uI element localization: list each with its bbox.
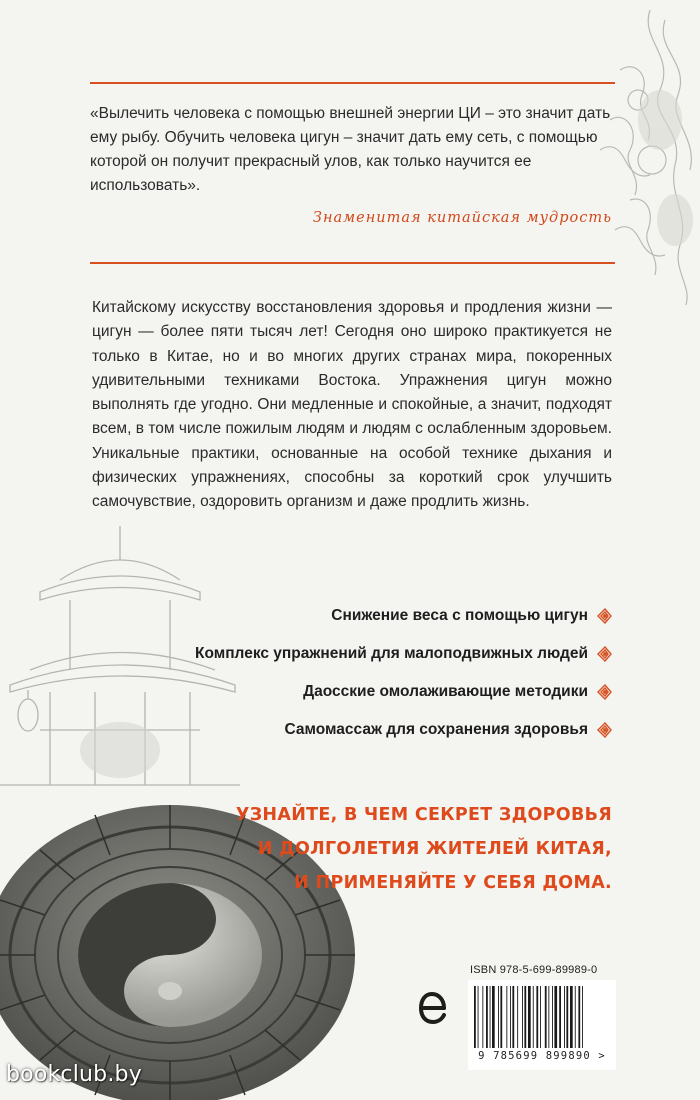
feature-label: Даосские омолаживающие методики	[303, 683, 588, 700]
spiral-bullet-icon	[596, 722, 612, 738]
feature-item	[132, 718, 612, 742]
book-description: Китайскому искусству восстановления здоровья и продления жизни — цигун — более пяти тысяч лет! Сегодня оно широко практикуется не только в Китае, но и во многих других странах мира, покоренных удивительными техниками Востока. Упражнения цигун можно выполнять где угодно. Они медленные и спокойные, а значит, подходят всем, в том числе пожилым людям и людям с ослабленным здоровьем. Уникальные практики, основанные на особой технике дыхания и физических упражнениях, способны за короткий срок улучшить самочувствие, оздоровить организм и даже продлить жизнь.	[92, 299, 612, 511]
spiral-bullet-icon	[596, 646, 612, 662]
feature-label: Комплекс упражнений для малоподвижных людей	[195, 645, 588, 662]
cta-line: УЗНАЙТЕ, В ЧЕМ СЕКРЕТ ЗДОРОВЬЯ	[235, 805, 612, 825]
epigraph-attribution: Знаменитая китайская мудрость	[312, 210, 612, 226]
feature-label: Самомассаж для сохранения здоровья	[284, 721, 588, 738]
epigraph-quote: «Вылечить человека с помощью внешней энергии ЦИ – это значит дать ему рыбу. Обучить человека цигун – значит дать ему сеть, с помощью которой он получит прекрасный улов, как только научится ее использовать».	[90, 105, 611, 194]
call-to-action	[232, 798, 612, 900]
barcode	[468, 980, 616, 1070]
feature-label: Снижение веса с помощью цигун	[331, 607, 588, 624]
watermark: bookclub.by	[6, 1062, 142, 1087]
feature-item	[132, 680, 612, 704]
cta-line: И ДОЛГОЛЕТИЯ ЖИТЕЛЕЙ КИТАЯ,	[257, 839, 612, 859]
isbn-label: ISBN 978-5-699-89989-0	[470, 964, 598, 976]
spiral-bullet-icon	[596, 684, 612, 700]
middle-divider	[90, 262, 615, 264]
barcode-digits: 9 785699 899890 >	[478, 1050, 606, 1062]
spiral-bullet-icon	[596, 608, 612, 624]
cta-line: И ПРИМЕНЯЙТЕ У СЕБЯ ДОМА.	[294, 873, 612, 893]
top-divider	[90, 82, 615, 84]
barcode-bars	[472, 986, 612, 1048]
isbn-block	[418, 958, 618, 1070]
feature-list	[132, 604, 612, 756]
feature-item	[132, 604, 612, 628]
publisher-e-logo	[418, 988, 450, 1028]
feature-item	[132, 642, 612, 666]
